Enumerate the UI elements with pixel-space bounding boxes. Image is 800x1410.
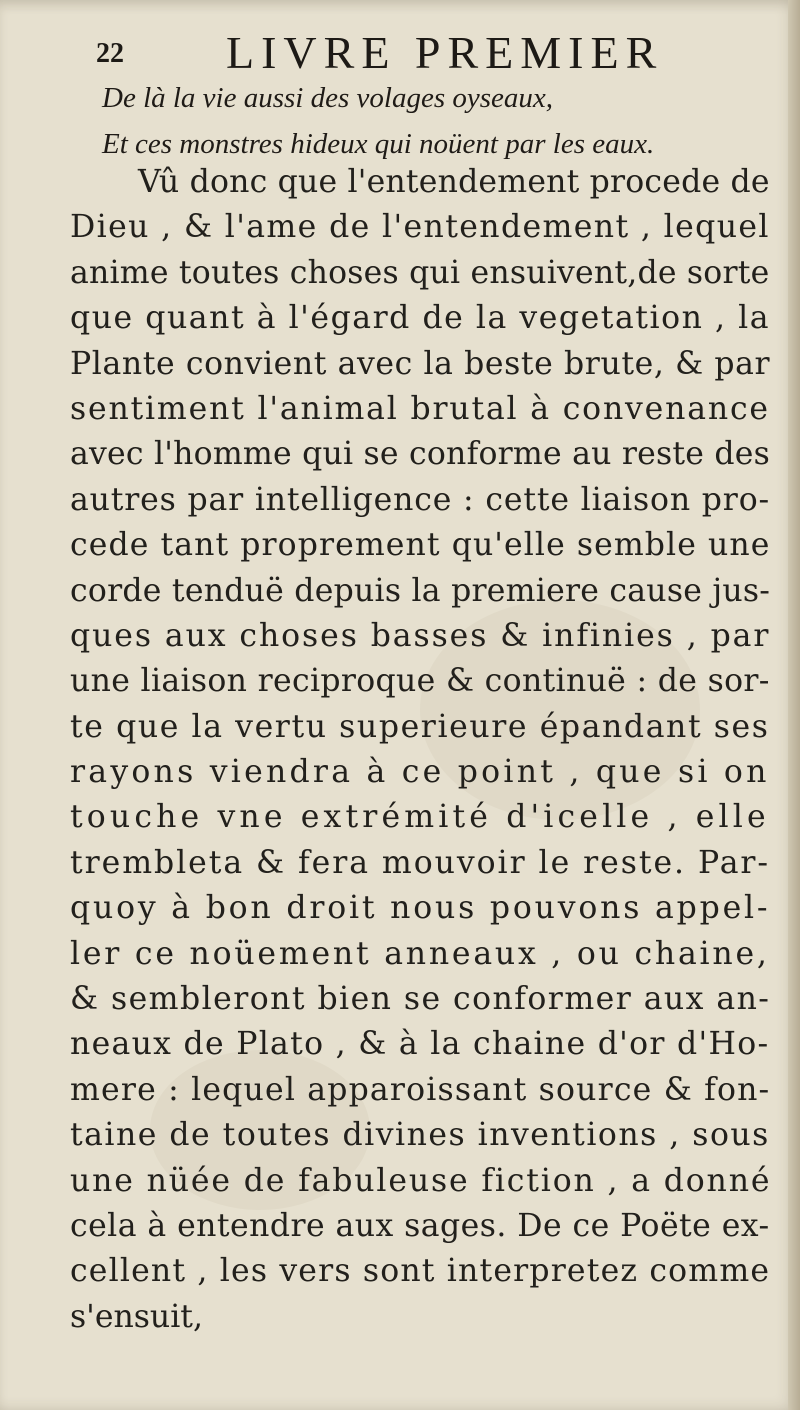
text-line: une liaison reciproque & continuë : de sor- xyxy=(70,663,770,700)
text-line: te que la vertu superieure épandant ses xyxy=(70,708,770,745)
text-line: anime toutes choses qui ensuivent,de sorte xyxy=(70,254,770,291)
page-number: 22 xyxy=(96,38,124,69)
text-line: ler ce noüement anneaux , ou chaine, xyxy=(70,935,770,972)
text-line: Dieu , & l'ame de l'entendement , lequel xyxy=(70,209,770,246)
text-line: rayons viendra à ce point , que si on xyxy=(70,754,770,791)
text-line: avec l'homme qui se conforme au reste des xyxy=(70,436,770,473)
text-line: que quant à l'égard de la vegetation , la xyxy=(70,300,771,337)
text-line: cellent , les vers sont interpretez comme xyxy=(70,1253,771,1290)
page-header xyxy=(96,26,716,82)
text-line: Plante convient avec la beste brute, & par xyxy=(70,345,771,382)
text-line: cede tant proprement qu'elle semble une xyxy=(70,527,771,564)
verse-line-2: Et ces monstres hideux qui noüent par les eaux. xyxy=(102,128,655,160)
text-line: touche vne extrémité d'icelle , elle xyxy=(70,799,770,836)
text-line: taine de toutes divines inventions , sous xyxy=(70,1117,770,1154)
text-line: neaux de Plato , & à la chaine d'or d'Ho- xyxy=(70,1026,770,1063)
text-line: cela à entendre aux sages. De ce Poëte ex- xyxy=(70,1207,770,1244)
text-line: Vû donc que l'entendement procede de xyxy=(138,164,770,200)
running-head: LIVRE PREMIER xyxy=(226,27,664,78)
text-line: autres par intelligence : cette liaison pro- xyxy=(70,481,770,518)
body-paragraph xyxy=(70,160,770,1340)
text-line: mere : lequel apparoissant source & fon- xyxy=(70,1071,771,1108)
verse-line-1: De là la vie aussi des volages oyseaux, xyxy=(102,82,554,114)
text-line: corde tenduë depuis la premiere cause jus- xyxy=(70,572,771,609)
page-edge xyxy=(788,0,800,1410)
text-line: ques aux choses basses & infinies , par xyxy=(70,617,771,654)
text-line: trembleta & fera mouvoir le reste. Par- xyxy=(70,844,771,881)
text-line: sentiment l'animal brutal à convenance xyxy=(70,390,770,427)
text-line: & sembleront bien se conformer aux an- xyxy=(70,981,771,1018)
text-line: une nüée de fabuleuse fiction , a donné xyxy=(70,1162,772,1199)
text-line: quoy à bon droit nous pouvons appel- xyxy=(70,890,771,927)
text-line: s'ensuit, xyxy=(70,1298,203,1335)
